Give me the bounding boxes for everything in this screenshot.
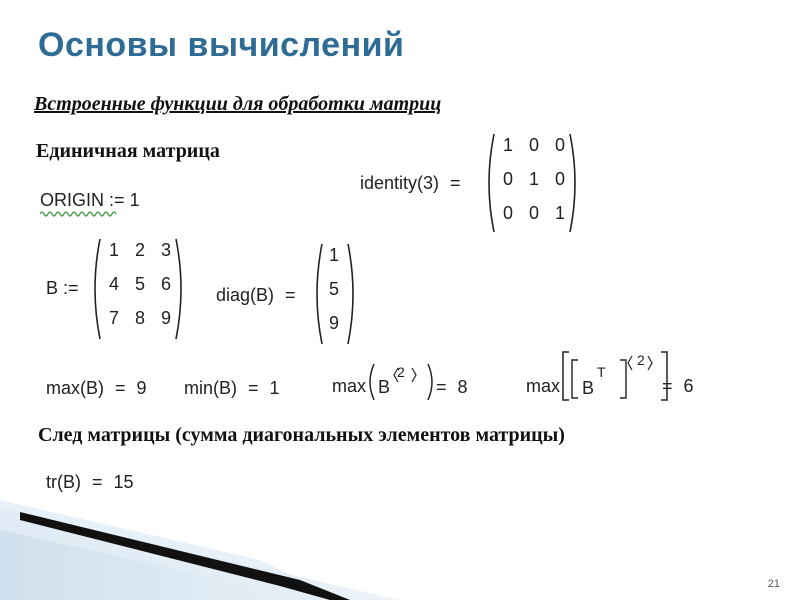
matrix-cell: 4 — [108, 274, 119, 294]
max-column-op: = — [436, 377, 447, 397]
origin-label: ORIGIN — [40, 190, 105, 210]
max-row-expression — [526, 376, 560, 397]
min-op: = — [248, 378, 259, 398]
max-row-superscript: 2 — [637, 352, 645, 368]
max-value: 9 — [136, 378, 147, 398]
matrix-cell: 1 — [528, 169, 539, 189]
origin-value: 1 — [129, 190, 140, 210]
max-row-brackets — [560, 348, 670, 404]
min-expression — [184, 378, 280, 399]
diag-op: = — [285, 285, 296, 305]
page-number: 21 — [767, 578, 780, 590]
matrix-cell: 7 — [108, 308, 119, 328]
max-row-result — [662, 376, 694, 397]
min-value: 1 — [269, 378, 280, 398]
matrix-cell: 0 — [554, 135, 565, 155]
max-column-superscript: 2 — [397, 364, 405, 380]
matrix-cell: 2 — [134, 240, 145, 260]
matrix-cell: 1 — [108, 240, 119, 260]
matrix-cell: 1 — [502, 135, 513, 155]
matrix-cell: 8 — [134, 308, 145, 328]
max-row-arg: B — [582, 378, 595, 398]
max-column-value: 8 — [457, 377, 468, 397]
slide-subtitle: Встроенные функции для обработки матриц — [34, 93, 442, 115]
identity-call: identity(3) — [360, 173, 440, 193]
max-call: max(B) — [46, 378, 104, 398]
trace-heading: След матрицы (сумма диагональных элементов матрицы) — [38, 424, 565, 446]
matrix-b-definition — [46, 278, 79, 299]
matrix-b-op: := — [63, 278, 79, 298]
origin-op: := — [109, 190, 125, 210]
matrix-cell: 6 — [160, 274, 171, 294]
trace-expression — [46, 472, 134, 493]
diag-expression — [216, 285, 296, 306]
max-expression — [46, 378, 147, 399]
matrix-cell: 5 — [328, 279, 339, 299]
max-column-fn: max — [332, 376, 367, 396]
trace-value: 15 — [113, 472, 134, 492]
diag-call: diag(B) — [216, 285, 275, 305]
trace-call: tr(B) — [46, 472, 81, 492]
matrix-cell: 0 — [528, 135, 539, 155]
max-row-value: 6 — [683, 376, 694, 396]
matrix-cell: 3 — [160, 240, 171, 260]
matrix-cell: 0 — [502, 169, 513, 189]
max-column-expression — [332, 376, 366, 397]
identity-heading: Единичная матрица — [36, 140, 220, 162]
matrix-b-name: B — [46, 278, 59, 298]
spellcheck-squiggle — [40, 210, 118, 218]
matrix-cell: 0 — [528, 203, 539, 223]
max-row-transpose: T — [597, 364, 606, 380]
decorative-swoosh — [0, 500, 800, 600]
min-call: min(B) — [184, 378, 237, 398]
matrix-cell: 9 — [328, 313, 339, 333]
max-row-op: = — [662, 376, 673, 396]
matrix-cell: 5 — [134, 274, 145, 294]
matrix-cell: 0 — [554, 169, 565, 189]
matrix-cell: 9 — [160, 308, 171, 328]
matrix-cell: 1 — [554, 203, 565, 223]
matrix-cell: 0 — [502, 203, 513, 223]
trace-op: = — [92, 472, 103, 492]
max-op: = — [115, 378, 126, 398]
max-row-fn: max — [526, 376, 561, 396]
max-column-result — [436, 377, 468, 398]
matrix-cell: 1 — [328, 245, 339, 265]
identity-expression — [360, 173, 461, 194]
origin-expression — [40, 190, 140, 211]
identity-op: = — [450, 173, 461, 193]
max-column-arg: B — [378, 377, 391, 397]
slide-title: Основы вычислений — [38, 26, 405, 64]
